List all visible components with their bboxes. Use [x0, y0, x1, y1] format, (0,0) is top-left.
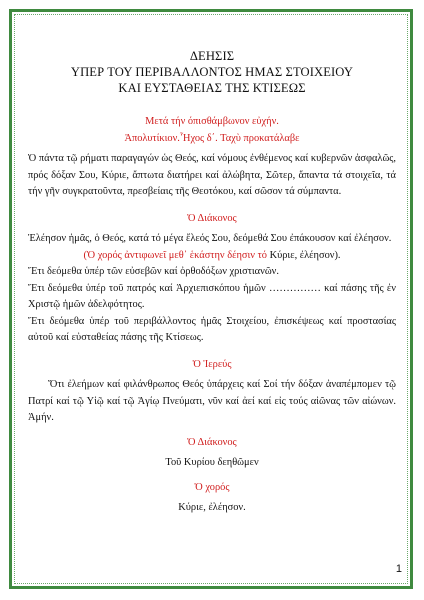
title-line-1: ΔΕΗΣΙΣ: [189, 49, 235, 63]
litany-opening: Ἐλέησον ἡμᾶς, ὁ Θεός, κατά τό μέγα ἔλεός Σου, δεόμεθά Σου ἐπάκουσον καί ἐλέησον.: [28, 233, 392, 244]
choir-response-words: Κύριε, ἐλέησον).: [269, 249, 341, 261]
apolytikion-text: Ὁ πάντα τῷ ρήματι παραγαγών ὡς Θεός, καί νόμους ἐνθέμενος καί κυβερνῶν ἀσφαλῶς, πρός δόξαν Σου, Κύριε, ἄπτωτα διατήρει καί ἀλώβητα, Σῶτερ, ἅπαντα τά στοιχεῖα, τά τήν γῆν συγκρατοῦντα, πρεσβείαις τῆς Θεοτόκου, καί σῶσον τά σύμπαντα.: [28, 153, 396, 197]
petition-2: Ἔτι δεόμεθα ὑπέρ τοῦ πατρός καί Ἀρχιεπισκόπου ἡμῶν …………… καί πάσης τῆς ἐν Χριστῷ ἡμῶν ἀδελφότητος.: [28, 282, 396, 310]
deacon-heading-2: Ὁ Διάκονος: [187, 436, 237, 448]
deacon-heading-1: Ὁ Διάκονος: [187, 212, 237, 224]
title-line-3: ΚΑΙ ΕΥΣΤΑΘΕΙΑΣ ΤΗΣ ΚΤΙΣΕΩΣ: [118, 81, 306, 95]
deacon-call: Τοῦ Κυρίου δεηθῶμεν: [165, 457, 259, 468]
document-body: [28, 48, 396, 517]
rubric-intro-line-2: Ἀπολυτίκιον.Ἦχος δ΄. Ταχὺ προκατάλαβε: [124, 132, 300, 144]
petition-1: Ἔτι δεόμεθα ὑπέρ τῶν εὐσεβῶν καί ὀρθοδόξων χριστιανῶν.: [28, 266, 279, 277]
title-line-2: ΥΠΕΡ ΤΟΥ ΠΕΡΙΒΑΛΛΟΝΤΟΣ ΗΜΑΣ ΣΤΟΙΧΕΙΟΥ: [70, 65, 354, 79]
petition-3: Ἔτι δεόμεθα ὑπέρ τοῦ περιβάλλοντος ἡμᾶς Στοιχείου, ἐπισκέψεως καί προστασίας αὐτοῦ καί εὐσταθείας πάσης τῆς Κτίσεως.: [28, 315, 396, 343]
choir-response-rubric: (Ὁ χορός ἀντιφωνεῖ μεθ᾽ ἑκάστην δέησιν τό: [83, 249, 267, 261]
choir-heading: Ὁ χορός: [194, 481, 230, 493]
ekphonesis-text: Ὅτι ἐλεήμων καί φιλάνθρωπος Θεός ὑπάρχεις καί Σοί τήν δόξαν ἀναπέμπομεν τῷ Πατρί καί τῷ Υἱῷ καί τῷ Ἁγίῳ Πνεύματι, νῦν καί ἀεί καί εἰς τούς αἰῶνας τῶν αἰώνων. Ἀμήν.: [28, 379, 396, 423]
choir-final-response: Κύριε, ἐλέησον.: [178, 502, 246, 513]
document-title: [28, 48, 396, 96]
choir-response-note: [28, 248, 396, 265]
page-number: 1: [395, 563, 402, 575]
rubric-intro-line-1: Μετά τήν όπισθάμβωνον εὐχήν.: [145, 116, 279, 127]
priest-heading: Ὁ Ἱερεύς: [192, 358, 232, 370]
